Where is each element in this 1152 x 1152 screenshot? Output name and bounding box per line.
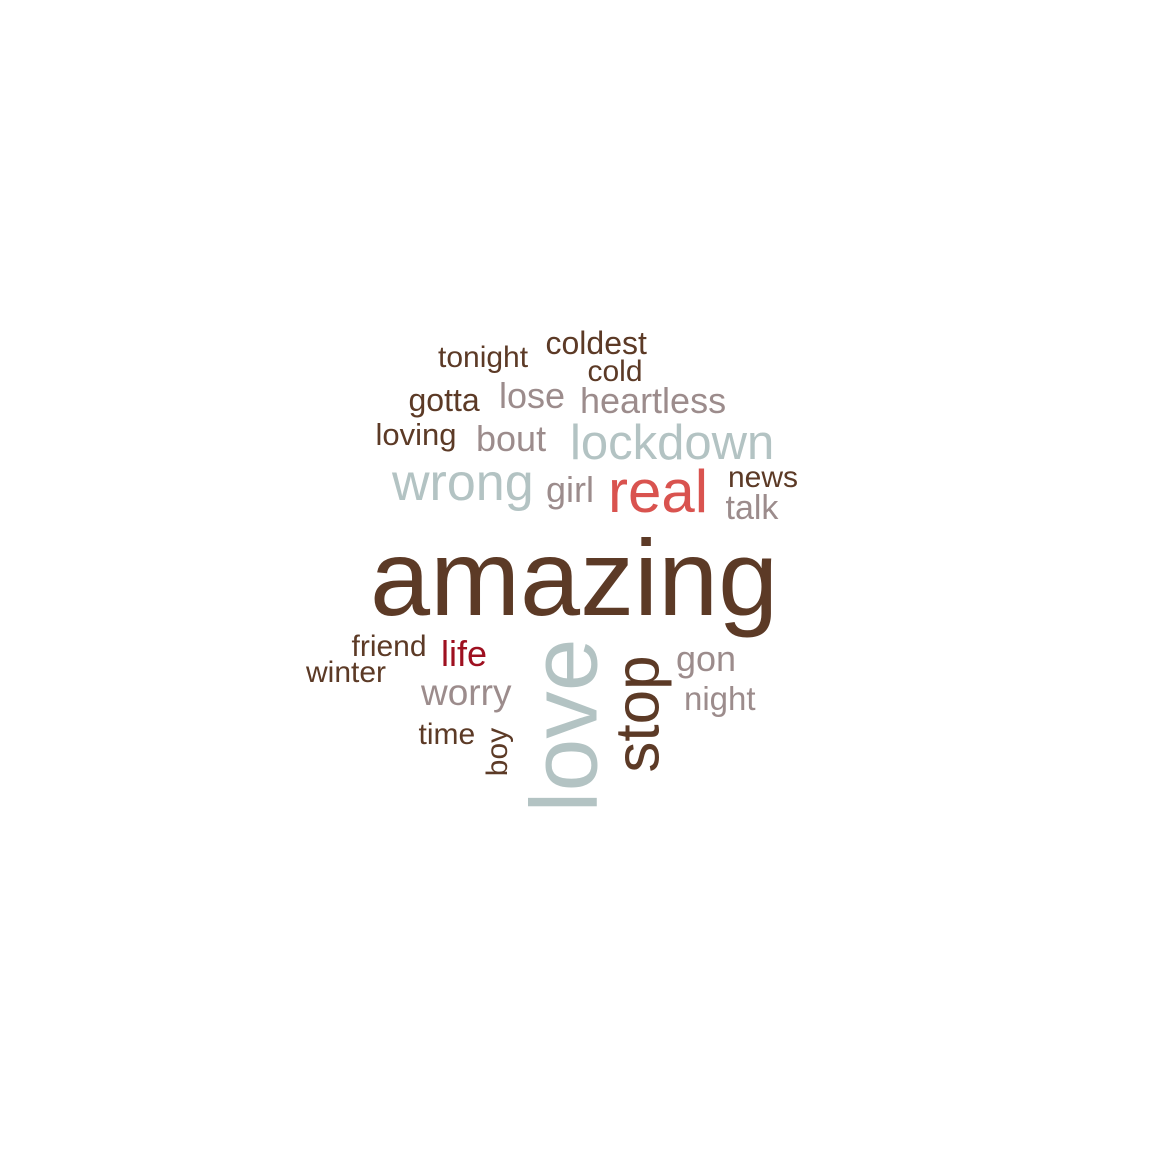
word-news: news <box>728 461 799 494</box>
word-loving: loving <box>375 416 457 452</box>
word-lose: lose <box>499 375 566 416</box>
word-girl: girl <box>546 469 595 510</box>
word-wrong: wrong <box>392 454 534 512</box>
word-time: time <box>418 718 476 751</box>
word-gon: gon <box>676 638 737 679</box>
word-lockdown: lockdown <box>570 415 775 470</box>
word-boy: boy <box>481 727 515 777</box>
word-real: real <box>608 458 709 525</box>
word-gotta: gotta <box>408 382 480 418</box>
word-stop: stop <box>603 655 673 773</box>
word-tonight: tonight <box>438 341 529 374</box>
word-night: night <box>684 679 756 717</box>
word-amazing: amazing <box>370 517 779 638</box>
word-heartless: heartless <box>580 380 727 421</box>
word-love: love <box>511 637 618 813</box>
word-friend: friend <box>351 630 427 663</box>
word-talk: talk <box>725 489 779 527</box>
word-winter: winter <box>306 656 387 689</box>
word-coldest: coldest <box>545 325 647 361</box>
word-worry: worry <box>421 671 512 713</box>
word-life: life <box>441 633 488 674</box>
word-cold: cold <box>587 355 643 388</box>
word-bout: bout <box>476 418 547 459</box>
